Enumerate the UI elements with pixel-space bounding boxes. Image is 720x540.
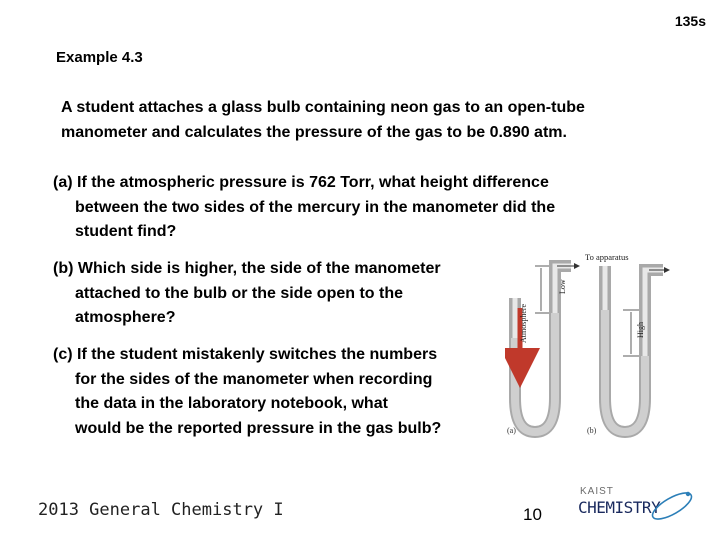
question-a-line: (a) If the atmospheric pressure is 762 Torr, what height difference (53, 174, 549, 191)
question-b (53, 257, 503, 331)
question-c-line: (c) If the student mistakenly switches the numbers (53, 346, 438, 363)
question-c (53, 343, 503, 441)
manometer-b (605, 266, 667, 432)
question-c-line: would be the reported pressure in the gas bulb? (75, 419, 442, 437)
page-number: 10 (523, 505, 542, 524)
atmosphere-label: Atmosphere (519, 303, 528, 343)
question-c-line: for the sides of the manometer when recording (75, 370, 433, 388)
question-b-line: atmosphere? (75, 309, 176, 326)
question-b-line: (b) Which side is higher, the side of the manometer (53, 260, 441, 277)
question-b-line: attached to the bulb or the side open to the (75, 284, 404, 302)
question-a (53, 171, 653, 245)
figure-label-a: (a) (507, 426, 516, 435)
u-tube-b-inner (605, 266, 663, 432)
example-title: Example 4.3 (56, 49, 143, 66)
high-label: High (636, 322, 645, 338)
question-a-line: between the two sides of the mercury in the manometer did the (75, 198, 556, 216)
to-apparatus-label: To apparatus (585, 252, 629, 262)
u-tube-b-outer (605, 266, 663, 432)
problem-statement (61, 95, 681, 145)
atom-swoosh-icon (642, 484, 696, 526)
low-label: Low (558, 279, 567, 294)
slide-number: 135s (674, 13, 706, 29)
course-footer: 2013 General Chemistry I (38, 500, 284, 520)
question-c-line: the data in the laboratory notebook, what (75, 395, 388, 412)
logo-chemistry-text: CHEMISTRY (578, 498, 661, 517)
logo-kaist-text: KAIST (580, 486, 614, 497)
figure-label-b: (b) (587, 426, 597, 435)
intro-line: A student attaches a glass bulb containing neon gas to an open-tube (61, 99, 585, 116)
kaist-chemistry-logo (576, 484, 696, 526)
manometer-a (515, 266, 577, 432)
manometer-figure (505, 248, 705, 440)
question-a-line: student find? (75, 223, 177, 240)
intro-line: manometer and calculates the pressure of the gas to be 0.890 atm. (61, 124, 567, 141)
